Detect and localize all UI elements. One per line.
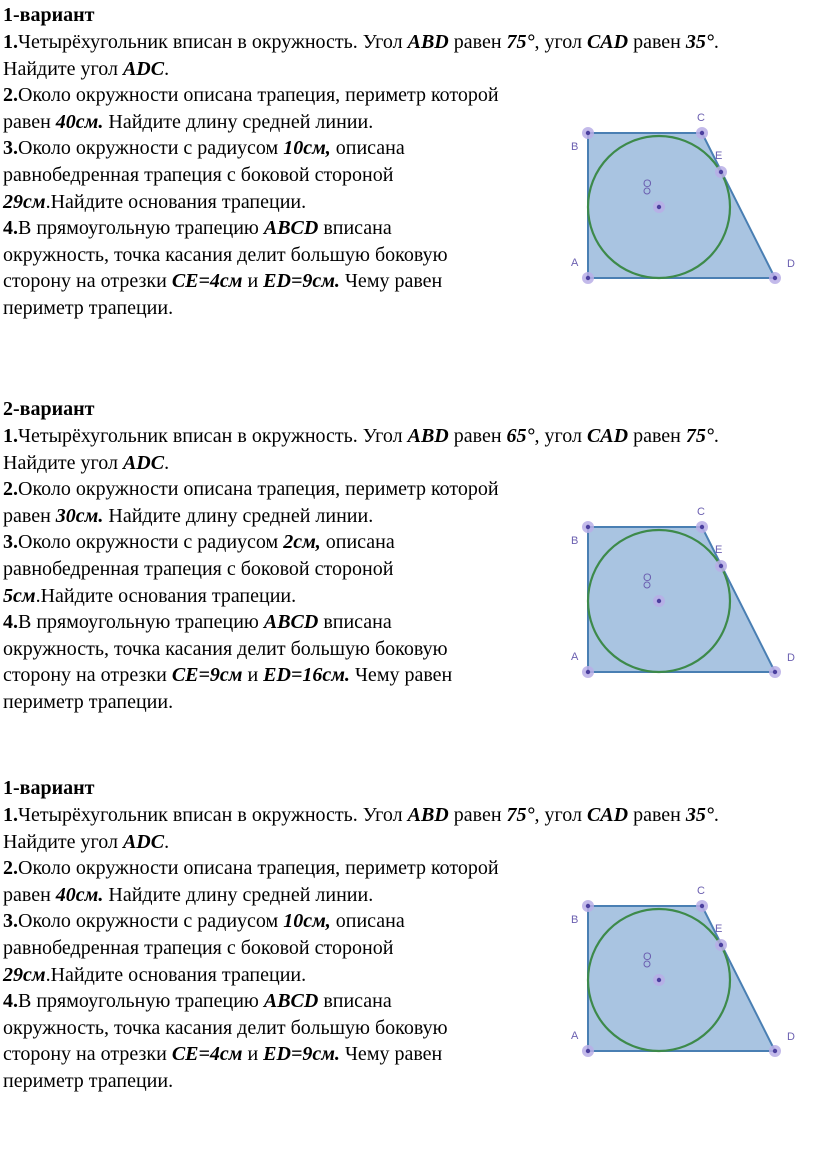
point-o xyxy=(653,201,665,213)
trapezoid-diagram xyxy=(563,883,808,1058)
task-1-line-1: 1.Четырёхугольник вписан в окружность. Угол ABD равен 75°, угол CAD равен 35°. xyxy=(3,804,719,826)
task-3-line-3: 5см.Найдите основания трапеции. xyxy=(3,584,297,607)
variant-title: 2-вариант xyxy=(3,398,95,420)
label-o: O xyxy=(643,178,652,190)
task-4-line-4: периметр трапеции. xyxy=(3,296,174,319)
task-2-line-2: равен 40см. Найдите длину средней линии. xyxy=(3,883,374,906)
task-3-line-1: 3.Около окружности с радиусом 10см, описана xyxy=(3,910,405,933)
point-a xyxy=(582,666,594,678)
task-4-line-3: сторону на отрезки CE=9см и ED=16см. Чему равен xyxy=(3,664,453,687)
label-e: E xyxy=(715,150,723,162)
label-d: D xyxy=(787,1031,795,1043)
task-3-line-1: 3.Около окружности с радиусом 10см, описана xyxy=(3,137,405,160)
point-b xyxy=(582,521,594,533)
label-a: A xyxy=(571,1030,579,1042)
trapezoid-figure-3 xyxy=(563,883,808,1058)
trapezoid-diagram xyxy=(563,504,808,679)
task-1-line-2: Найдите угол ADC. xyxy=(3,830,170,853)
task-4-line-2: окружность, точка касания делит большую боковую xyxy=(3,243,448,266)
trapezoid-shape xyxy=(588,906,775,1051)
point-e xyxy=(715,939,727,951)
task-2-line-2: равен 30см. Найдите длину средней линии. xyxy=(3,504,374,527)
label-e: E xyxy=(715,544,723,556)
label-b: B xyxy=(571,141,579,153)
label-c: C xyxy=(697,112,705,124)
task-4-line-4: периметр трапеции. xyxy=(3,690,174,713)
task-3-line-3: 29см.Найдите основания трапеции. xyxy=(3,963,307,986)
point-b xyxy=(582,127,594,139)
variant-title: 1-вариант xyxy=(3,4,95,26)
label-o: O xyxy=(643,572,652,584)
point-o xyxy=(653,974,665,986)
task-4-line-1: 4.В прямоугольную трапецию ABCD вписана xyxy=(3,217,392,240)
point-e xyxy=(715,560,727,572)
label-b: B xyxy=(571,914,579,926)
task-4-line-3: сторону на отрезки CE=4см и ED=9см. Чему равен xyxy=(3,270,443,293)
task-1-line-2: Найдите угол ADC. xyxy=(3,451,170,474)
task-4-line-3: сторону на отрезки CE=4см и ED=9см. Чему равен xyxy=(3,1043,443,1066)
task-3-line-2: равнобедренная трапеция с боковой стороной xyxy=(3,163,394,186)
task-1-line-2: Найдите угол ADC. xyxy=(3,57,170,80)
task-4-line-2: окружность, точка касания делит большую боковую xyxy=(3,637,448,660)
task-2-line-2: равен 40см. Найдите длину средней линии. xyxy=(3,110,374,133)
point-d xyxy=(769,666,781,678)
task-2-line-1: 2.Около окружности описана трапеция, периметр которой xyxy=(3,84,499,107)
task-1-line-1: 1.Четырёхугольник вписан в окружность. Угол ABD равен 65°, угол CAD равен 75°. xyxy=(3,425,719,447)
task-3-line-3: 29см.Найдите основания трапеции. xyxy=(3,190,307,213)
task-3-line-1: 3.Около окружности с радиусом 2см, описана xyxy=(3,531,395,554)
point-o xyxy=(653,595,665,607)
task-4-line-4: периметр трапеции. xyxy=(3,1069,174,1092)
task-4-line-1: 4.В прямоугольную трапецию ABCD вписана xyxy=(3,990,392,1013)
trapezoid-diagram xyxy=(563,110,808,285)
point-a xyxy=(582,272,594,284)
task-2-line-1: 2.Около окружности описана трапеция, периметр которой xyxy=(3,478,499,501)
label-a: A xyxy=(571,651,579,663)
task-2-line-1: 2.Около окружности описана трапеция, периметр которой xyxy=(3,857,499,880)
task-3-line-2: равнобедренная трапеция с боковой стороной xyxy=(3,557,394,580)
task-4-line-2: окружность, точка касания делит большую боковую xyxy=(3,1016,448,1039)
trapezoid-figure-1 xyxy=(563,110,808,285)
task-3-line-2: равнобедренная трапеция с боковой стороной xyxy=(3,936,394,959)
point-c xyxy=(696,521,708,533)
point-c xyxy=(696,127,708,139)
task-4-line-1: 4.В прямоугольную трапецию ABCD вписана xyxy=(3,611,392,634)
point-d xyxy=(769,1045,781,1057)
point-a xyxy=(582,1045,594,1057)
label-e: E xyxy=(715,923,723,935)
label-a: A xyxy=(571,257,579,269)
label-b: B xyxy=(571,535,579,547)
point-b xyxy=(582,900,594,912)
point-d xyxy=(769,272,781,284)
label-c: C xyxy=(697,885,705,897)
variant-title: 1-вариант xyxy=(3,777,95,799)
label-c: C xyxy=(697,506,705,518)
trapezoid-shape xyxy=(588,133,775,278)
task-1-line-1: 1.Четырёхугольник вписан в окружность. Угол ABD равен 75°, угол CAD равен 35°. xyxy=(3,31,719,53)
label-o: O xyxy=(643,951,652,963)
trapezoid-figure-2 xyxy=(563,504,808,679)
label-d: D xyxy=(787,652,795,664)
point-c xyxy=(696,900,708,912)
point-e xyxy=(715,166,727,178)
label-d: D xyxy=(787,258,795,270)
trapezoid-shape xyxy=(588,527,775,672)
